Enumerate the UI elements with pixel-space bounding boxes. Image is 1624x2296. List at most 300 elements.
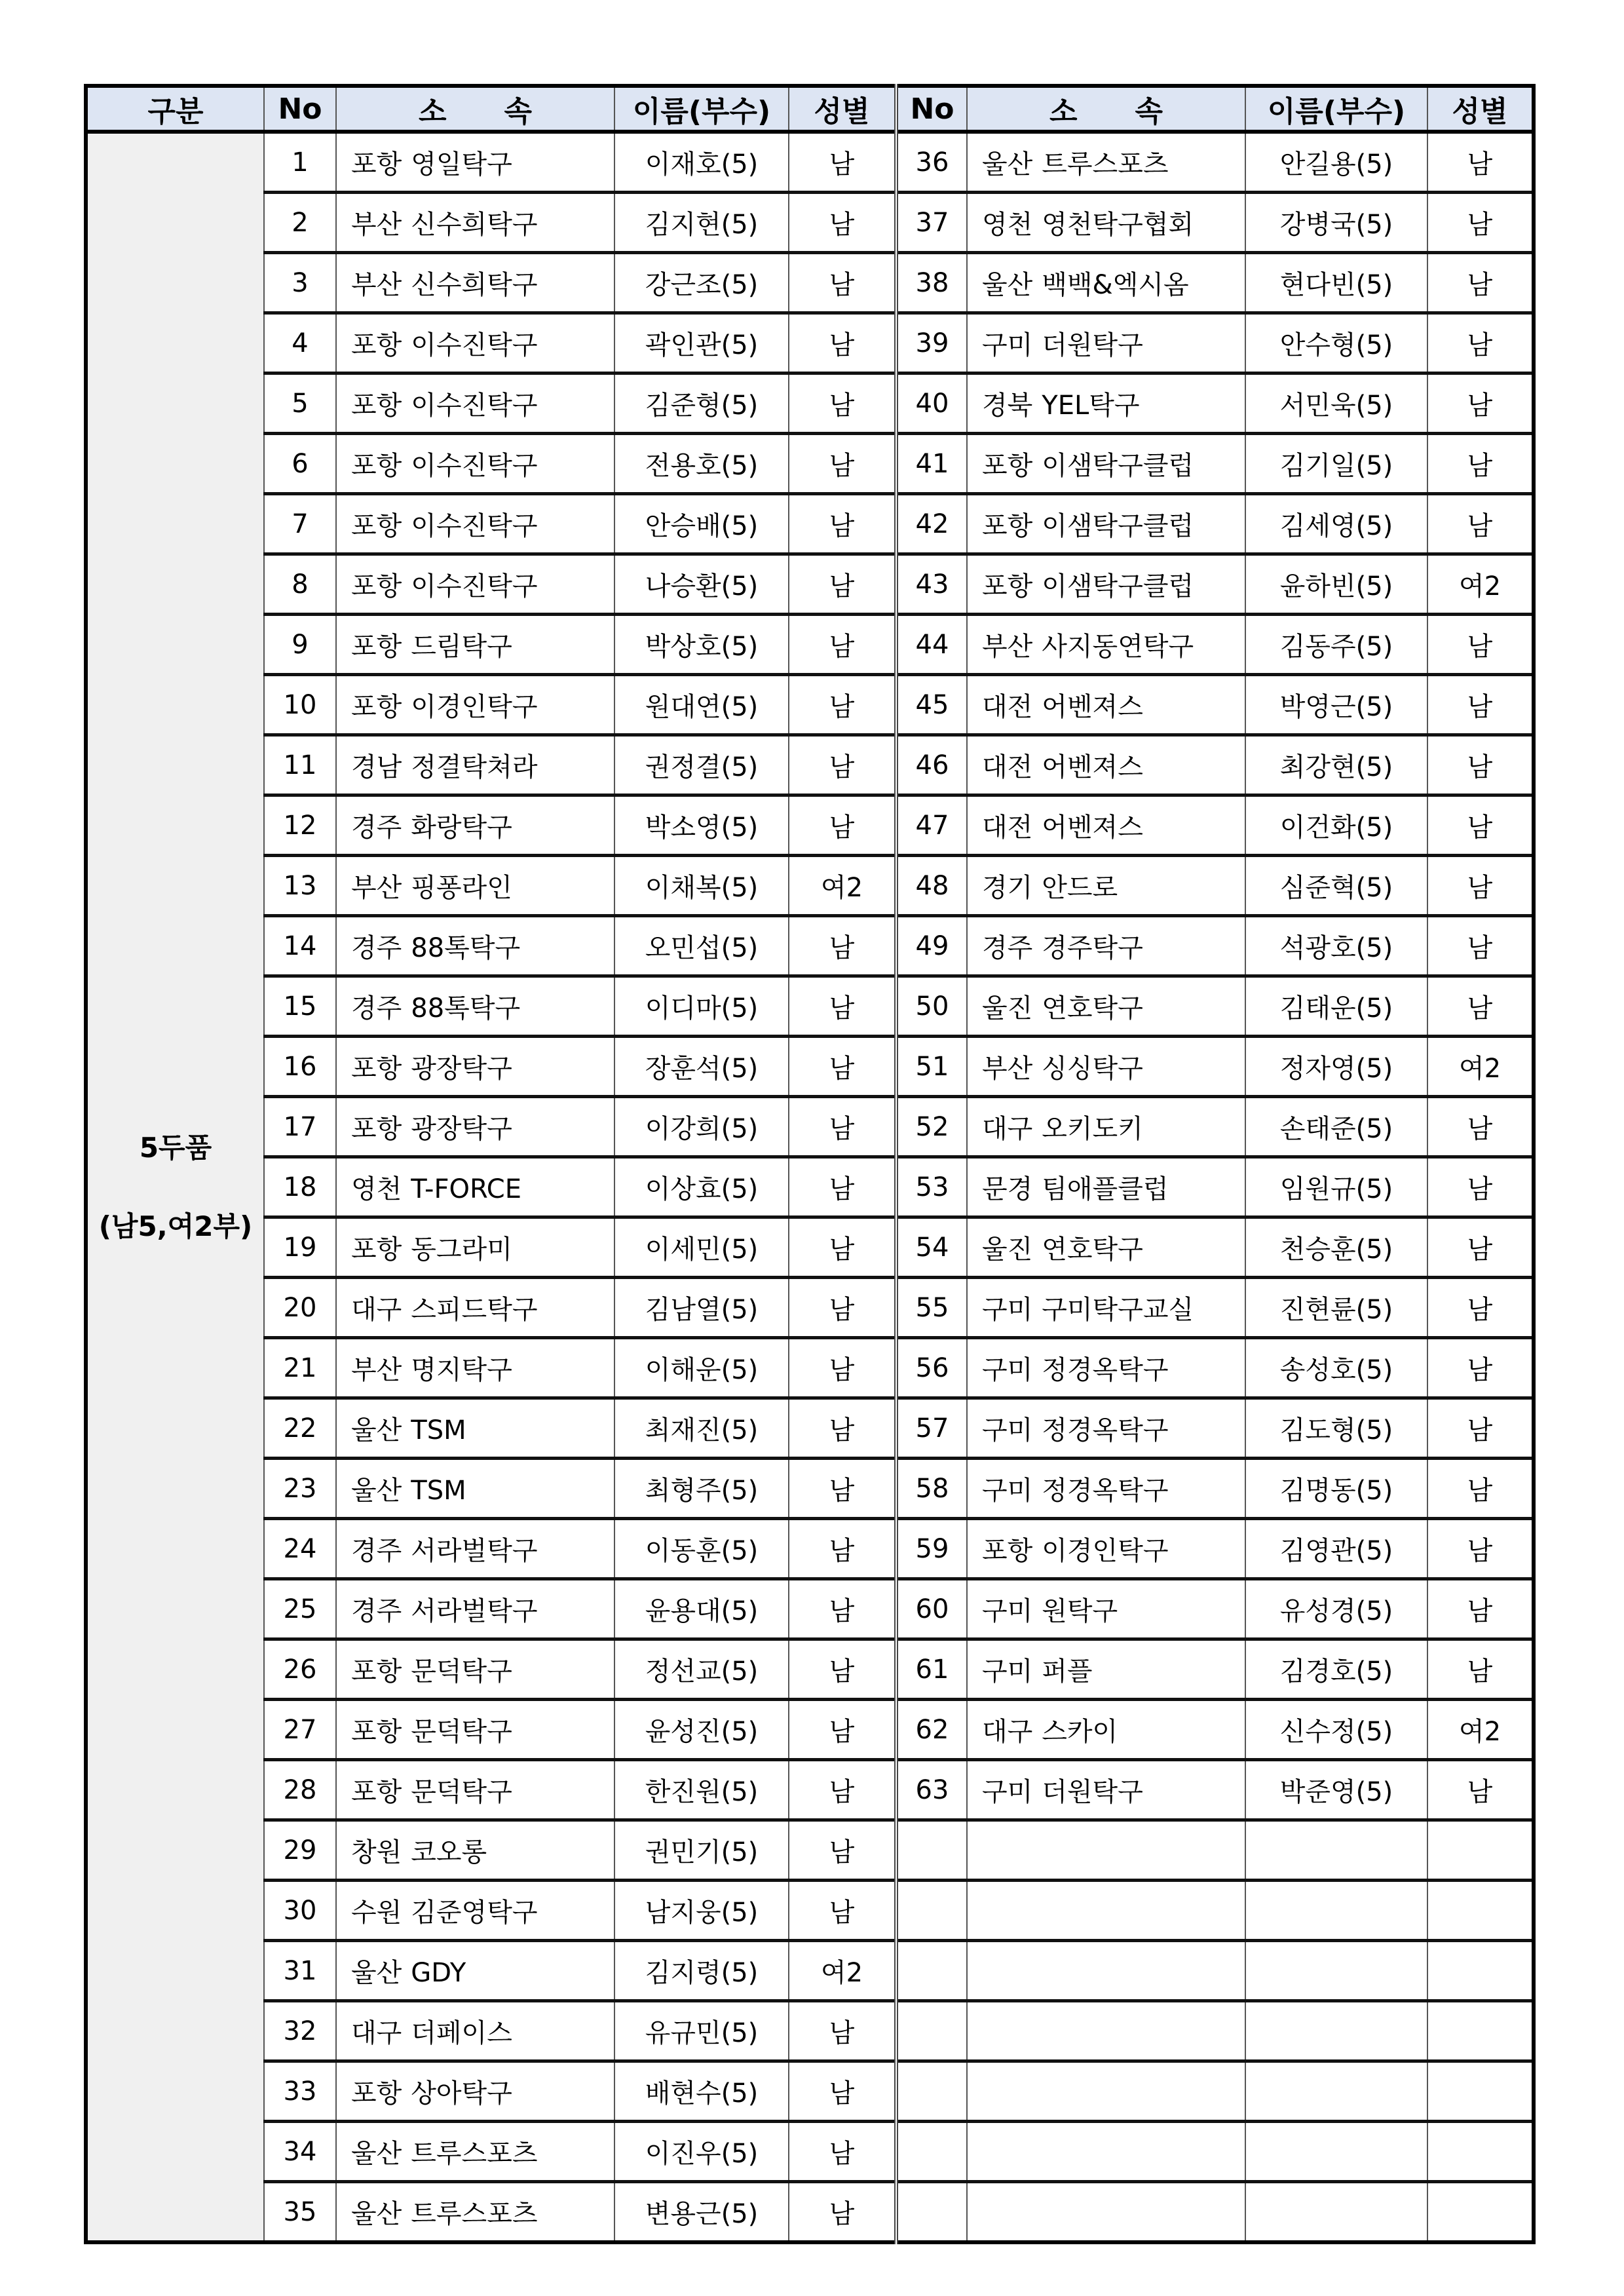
entry-no: 11	[264, 735, 336, 795]
entry-club-name-right: 정경옥탁구	[1042, 1476, 1169, 1506]
entry-gender-right: 남	[1427, 1157, 1534, 1217]
entry-name: 이세민(5)	[614, 1217, 789, 1278]
entry-club-right	[967, 916, 1245, 976]
entry-name-right: 김세영(5)	[1245, 494, 1427, 554]
entry-name-right: 손태준(5)	[1245, 1097, 1427, 1157]
entry-club-right	[967, 1941, 1245, 2001]
entry-region-right: 구미	[982, 1656, 1033, 1687]
entry-club-name-right: 어벤져스	[1042, 813, 1143, 843]
entry-region-right: 부산	[982, 632, 1033, 662]
entry-gender-right: 남	[1427, 1278, 1534, 1338]
entry-name-right: 서민욱(5)	[1245, 373, 1427, 434]
entry-club	[336, 1820, 614, 1881]
entry-no: 2	[264, 193, 336, 253]
entry-name: 정선교(5)	[614, 1639, 789, 1700]
table-row	[86, 735, 1534, 795]
header-gender-right: 성별	[1427, 86, 1534, 132]
entry-name-right: 진현륜(5)	[1245, 1278, 1427, 1338]
table-row	[86, 132, 1534, 193]
entry-gender-right: 남	[1427, 1217, 1534, 1278]
entry-club	[336, 856, 614, 916]
entry-club-name: 이수진탁구	[411, 391, 538, 421]
entry-club-right	[967, 373, 1245, 434]
category-cell	[86, 132, 264, 2242]
header-club: 소 속	[336, 86, 614, 132]
entry-region-right: 울산	[982, 149, 1033, 180]
table-row	[86, 1700, 1534, 1760]
entry-gender: 남	[789, 1398, 896, 1459]
entry-gender: 남	[789, 1097, 896, 1157]
entry-no: 17	[264, 1097, 336, 1157]
entry-name: 한진원(5)	[614, 1760, 789, 1820]
entry-name-right: 강병국(5)	[1245, 193, 1427, 253]
entry-gender-right: 남	[1427, 1639, 1534, 1700]
table-row	[86, 916, 1534, 976]
entry-region-right: 대전	[982, 692, 1033, 722]
table-row	[86, 2182, 1534, 2243]
entry-gender-right: 남	[1427, 373, 1534, 434]
entry-name: 박소영(5)	[614, 795, 789, 856]
entry-gender: 남	[789, 675, 896, 735]
entry-name-right: 박영근(5)	[1245, 675, 1427, 735]
entry-gender-right: 남	[1427, 1459, 1534, 1519]
entry-no: 31	[264, 1941, 336, 2001]
entry-no-right	[896, 1881, 967, 1941]
entry-no: 20	[264, 1278, 336, 1338]
entry-club	[336, 2122, 614, 2182]
entry-gender-right: 남	[1427, 253, 1534, 313]
entry-name-right: 정자영(5)	[1245, 1037, 1427, 1097]
entry-gender-right: 남	[1427, 193, 1534, 253]
entry-name-right: 유성경(5)	[1245, 1579, 1427, 1639]
entry-club	[336, 976, 614, 1037]
entry-name: 김지현(5)	[614, 193, 789, 253]
entry-gender-right	[1427, 1941, 1534, 2001]
entry-name: 오민섭(5)	[614, 916, 789, 976]
entry-gender-right: 여2	[1427, 1700, 1534, 1760]
entry-no-right: 55	[896, 1278, 967, 1338]
entry-club-right	[967, 1097, 1245, 1157]
entry-club	[336, 1760, 614, 1820]
entry-club-name: TSM	[411, 1476, 466, 1506]
entry-gender: 남	[789, 615, 896, 675]
entry-name: 최재진(5)	[614, 1398, 789, 1459]
entry-region: 경주	[351, 993, 402, 1024]
table-row	[86, 253, 1534, 313]
entry-gender: 남	[789, 2001, 896, 2061]
entry-club-right	[967, 1519, 1245, 1579]
category-title: 5두품	[139, 1131, 212, 1164]
entry-no-right: 46	[896, 735, 967, 795]
entry-gender: 남	[789, 554, 896, 615]
entry-no-right: 44	[896, 615, 967, 675]
entry-club	[336, 1097, 614, 1157]
entry-club-name: T-FORCE	[411, 1174, 521, 1204]
entry-club-right	[967, 2061, 1245, 2122]
entry-gender: 남	[789, 1459, 896, 1519]
entry-name: 박상호(5)	[614, 615, 789, 675]
entry-name: 이동훈(5)	[614, 1519, 789, 1579]
entry-name-right: 김동주(5)	[1245, 615, 1427, 675]
table-row	[86, 1037, 1534, 1097]
table-row	[86, 1760, 1534, 1820]
entry-name-right: 김태운(5)	[1245, 976, 1427, 1037]
entry-no: 1	[264, 132, 336, 193]
entry-club-name-right: YEL탁구	[1042, 391, 1140, 421]
entry-gender: 남	[789, 2122, 896, 2182]
entry-no: 23	[264, 1459, 336, 1519]
entry-club	[336, 2001, 614, 2061]
entry-club	[336, 1217, 614, 1278]
entry-club-right	[967, 1579, 1245, 1639]
entry-club-name: 이수진탁구	[411, 330, 538, 360]
entry-region-right: 대전	[982, 813, 1033, 843]
table-row	[86, 193, 1534, 253]
entry-no: 19	[264, 1217, 336, 1278]
entry-no-right: 49	[896, 916, 967, 976]
entry-region: 창원	[351, 1837, 402, 1867]
header-no-right: No	[896, 86, 967, 132]
entry-region-right: 구미	[982, 1777, 1033, 1807]
entry-region: 포항	[351, 1234, 402, 1265]
entry-no-right: 51	[896, 1037, 967, 1097]
entry-club-right	[967, 554, 1245, 615]
entry-club-name-right: 안드로	[1042, 873, 1118, 903]
entry-gender-right: 여2	[1427, 554, 1534, 615]
entry-no: 5	[264, 373, 336, 434]
entry-name: 김지령(5)	[614, 1941, 789, 2001]
entry-no: 16	[264, 1037, 336, 1097]
entry-region: 포항	[351, 1054, 402, 1084]
entry-no: 28	[264, 1760, 336, 1820]
entry-club	[336, 554, 614, 615]
entry-region-right: 구미	[982, 1415, 1033, 1445]
entry-name: 이재호(5)	[614, 132, 789, 193]
entry-no-right: 53	[896, 1157, 967, 1217]
entry-region: 경주	[351, 1596, 402, 1626]
entry-no: 15	[264, 976, 336, 1037]
entry-gender: 남	[789, 795, 896, 856]
entry-gender-right	[1427, 2061, 1534, 2122]
entry-region-right: 경북	[982, 391, 1033, 421]
entry-region-right: 구미	[982, 1476, 1033, 1506]
entry-club-right	[967, 856, 1245, 916]
entry-name-right	[1245, 2122, 1427, 2182]
entry-no-right: 63	[896, 1760, 967, 1820]
entry-gender-right: 남	[1427, 976, 1534, 1037]
entry-club-name: 이수진탁구	[411, 571, 538, 602]
table-row	[86, 1579, 1534, 1639]
entry-club-name-right: 구미탁구교실	[1042, 1295, 1194, 1325]
participant-table	[84, 84, 1536, 2244]
entry-no: 14	[264, 916, 336, 976]
entry-region: 울산	[351, 2139, 402, 2169]
entry-name-right: 안길용(5)	[1245, 132, 1427, 193]
table-row	[86, 795, 1534, 856]
entry-no-right	[896, 2001, 967, 2061]
entry-club-name-right: 어벤져스	[1042, 752, 1143, 782]
entry-region: 포항	[351, 632, 402, 662]
entry-club-name: 트루스포츠	[411, 2139, 538, 2169]
entry-name-right: 윤하빈(5)	[1245, 554, 1427, 615]
entry-region: 포항	[351, 1656, 402, 1687]
entry-gender-right	[1427, 2122, 1534, 2182]
entry-no: 30	[264, 1881, 336, 1941]
entry-region-right: 문경	[982, 1174, 1033, 1204]
entry-name-right: 임원규(5)	[1245, 1157, 1427, 1217]
entry-club-name-right: 싱싱탁구	[1042, 1054, 1143, 1084]
entry-club-name-right: 연호탁구	[1042, 993, 1143, 1024]
entry-club-name-right: 백백&엑시옴	[1042, 270, 1189, 300]
entry-gender-right: 남	[1427, 1398, 1534, 1459]
entry-region-right: 영천	[982, 210, 1033, 240]
entry-club	[336, 795, 614, 856]
entry-club	[336, 1881, 614, 1941]
header-gender: 성별	[789, 86, 896, 132]
entry-gender: 남	[789, 2061, 896, 2122]
category-subtitle: (남5,여2부)	[98, 1210, 253, 1242]
entry-region-right: 포항	[982, 451, 1033, 481]
table-row	[86, 2061, 1534, 2122]
entry-no: 24	[264, 1519, 336, 1579]
entry-club-name: 문덕탁구	[411, 1777, 512, 1807]
entry-gender-right: 남	[1427, 615, 1534, 675]
entry-club-name-right: 오키도키	[1042, 1114, 1143, 1144]
entry-region-right: 구미	[982, 330, 1033, 360]
entry-name-right: 석광호(5)	[1245, 916, 1427, 976]
entry-club-name: 신수희탁구	[411, 210, 538, 240]
entry-name-right: 김경호(5)	[1245, 1639, 1427, 1700]
entry-no: 25	[264, 1579, 336, 1639]
table-row	[86, 1398, 1534, 1459]
entry-region-right: 울산	[982, 270, 1033, 300]
entry-name: 이진우(5)	[614, 2122, 789, 2182]
entry-no: 21	[264, 1338, 336, 1398]
entry-no-right: 58	[896, 1459, 967, 1519]
entry-club-name-right: 더원탁구	[1042, 330, 1143, 360]
entry-no-right: 61	[896, 1639, 967, 1700]
entry-gender: 여2	[789, 1941, 896, 2001]
entry-gender-right: 남	[1427, 1760, 1534, 1820]
entry-region-right: 울진	[982, 993, 1033, 1024]
entry-club-right	[967, 132, 1245, 193]
entry-name-right: 박준영(5)	[1245, 1760, 1427, 1820]
entry-region: 포항	[351, 451, 402, 481]
entry-club-name: 88톡탁구	[411, 933, 521, 963]
entry-club-name: 광장탁구	[411, 1054, 512, 1084]
entry-club-name: 코오롱	[411, 1837, 487, 1867]
entry-name-right: 이건화(5)	[1245, 795, 1427, 856]
entry-club-name: 스피드탁구	[411, 1295, 538, 1325]
entry-club-name: 서라벌탁구	[411, 1536, 538, 1566]
entry-name: 장훈석(5)	[614, 1037, 789, 1097]
entry-region: 울산	[351, 1415, 402, 1445]
entry-gender-right	[1427, 2182, 1534, 2243]
entry-club-name: 광장탁구	[411, 1114, 512, 1144]
entry-club-name: 이수진탁구	[411, 511, 538, 541]
entry-region-right: 경주	[982, 933, 1033, 963]
entry-no-right: 38	[896, 253, 967, 313]
table-row	[86, 675, 1534, 735]
table-row	[86, 856, 1534, 916]
entry-name: 이디마(5)	[614, 976, 789, 1037]
entry-club-right	[967, 1760, 1245, 1820]
entry-no-right	[896, 2061, 967, 2122]
entry-club-name: 드림탁구	[411, 632, 512, 662]
entry-club-right	[967, 1037, 1245, 1097]
entry-club-name-right: 이샘탁구클럽	[1042, 571, 1194, 602]
entry-name-right	[1245, 1820, 1427, 1881]
entry-no-right: 52	[896, 1097, 967, 1157]
entry-club	[336, 313, 614, 373]
entry-region-right: 구미	[982, 1295, 1033, 1325]
entry-region: 대구	[351, 1295, 402, 1325]
entry-club	[336, 1579, 614, 1639]
entry-club-right	[967, 615, 1245, 675]
entry-no: 33	[264, 2061, 336, 2122]
entry-region-right: 대구	[982, 1717, 1033, 1747]
entry-gender-right: 남	[1427, 434, 1534, 494]
entry-region: 경주	[351, 933, 402, 963]
table-row	[86, 1519, 1534, 1579]
entry-gender-right: 남	[1427, 916, 1534, 976]
entry-club	[336, 1157, 614, 1217]
entry-club-name-right: 정경옥탁구	[1042, 1355, 1169, 1385]
entry-region: 포항	[351, 391, 402, 421]
entry-no: 8	[264, 554, 336, 615]
entry-club-right	[967, 434, 1245, 494]
entry-club-right	[967, 1820, 1245, 1881]
entry-gender: 남	[789, 494, 896, 554]
entry-gender: 남	[789, 1157, 896, 1217]
entry-region: 포항	[351, 511, 402, 541]
table-row	[86, 1881, 1534, 1941]
entry-gender: 남	[789, 1278, 896, 1338]
entry-gender-right	[1427, 2001, 1534, 2061]
entry-club	[336, 253, 614, 313]
entry-club-name-right: 이경인탁구	[1042, 1536, 1169, 1566]
entry-name: 윤성진(5)	[614, 1700, 789, 1760]
entry-region: 부산	[351, 1355, 402, 1385]
entry-region-right: 포항	[982, 1536, 1033, 1566]
entry-club-name: 트루스포츠	[411, 2199, 538, 2229]
entry-club-name-right: 원탁구	[1042, 1596, 1118, 1626]
entry-club-name: 영일탁구	[411, 149, 512, 180]
entry-club-right	[967, 1639, 1245, 1700]
entry-no: 29	[264, 1820, 336, 1881]
entry-gender-right: 남	[1427, 1579, 1534, 1639]
entry-name: 윤용대(5)	[614, 1579, 789, 1639]
entry-gender: 남	[789, 2182, 896, 2243]
entry-name-right: 김영관(5)	[1245, 1519, 1427, 1579]
entry-region: 포항	[351, 2078, 402, 2109]
entry-club-name-right: 영천탁구협회	[1042, 210, 1194, 240]
entry-no-right	[896, 2182, 967, 2243]
entry-gender: 남	[789, 916, 896, 976]
header-club-right: 소 속	[967, 86, 1245, 132]
entry-gender-right: 남	[1427, 1519, 1534, 1579]
entry-gender: 남	[789, 253, 896, 313]
entry-club	[336, 1278, 614, 1338]
table-row	[86, 1459, 1534, 1519]
table-row	[86, 2001, 1534, 2061]
entry-region: 수원	[351, 1898, 402, 1928]
entry-name: 최형주(5)	[614, 1459, 789, 1519]
entry-gender-right: 남	[1427, 132, 1534, 193]
entry-club-name: 동그라미	[411, 1234, 512, 1265]
entry-gender: 남	[789, 1700, 896, 1760]
entry-gender-right	[1427, 1881, 1534, 1941]
entry-region: 경남	[351, 752, 402, 782]
entry-gender-right: 남	[1427, 1338, 1534, 1398]
table-row	[86, 1941, 1534, 2001]
entry-club-right	[967, 1459, 1245, 1519]
entry-gender: 남	[789, 1881, 896, 1941]
table-row	[86, 1097, 1534, 1157]
entry-name: 남지웅(5)	[614, 1881, 789, 1941]
header-no: No	[264, 86, 336, 132]
table-row	[86, 554, 1534, 615]
entry-no: 18	[264, 1157, 336, 1217]
entry-no-right: 41	[896, 434, 967, 494]
entry-club-name: 88톡탁구	[411, 993, 521, 1024]
entry-no-right: 62	[896, 1700, 967, 1760]
entry-club	[336, 434, 614, 494]
entry-club-right	[967, 253, 1245, 313]
entry-club	[336, 193, 614, 253]
entry-gender-right: 남	[1427, 795, 1534, 856]
table-row	[86, 494, 1534, 554]
entry-name: 김준형(5)	[614, 373, 789, 434]
table-row	[86, 2122, 1534, 2182]
entry-name-right	[1245, 2182, 1427, 2243]
table-row	[86, 373, 1534, 434]
entry-name: 권민기(5)	[614, 1820, 789, 1881]
entry-no-right: 47	[896, 795, 967, 856]
table-row	[86, 434, 1534, 494]
entry-club	[336, 615, 614, 675]
entry-club-name: TSM	[411, 1415, 466, 1445]
header-name: 이름(부수)	[614, 86, 789, 132]
entry-no-right: 45	[896, 675, 967, 735]
entry-region: 부산	[351, 210, 402, 240]
entry-no-right: 43	[896, 554, 967, 615]
entry-no-right: 60	[896, 1579, 967, 1639]
entry-club-name: 더페이스	[411, 2018, 512, 2048]
entry-club-name-right: 경주탁구	[1042, 933, 1143, 963]
entry-gender-right: 남	[1427, 313, 1534, 373]
entry-no: 6	[264, 434, 336, 494]
entry-club-name-right: 연호탁구	[1042, 1234, 1143, 1265]
entry-no: 10	[264, 675, 336, 735]
table-row	[86, 313, 1534, 373]
table-row	[86, 1820, 1534, 1881]
entry-club-name: 이경인탁구	[411, 692, 538, 722]
entry-no-right	[896, 2122, 967, 2182]
entry-club	[336, 735, 614, 795]
header-category: 구분	[86, 86, 264, 132]
entry-name-right: 김명동(5)	[1245, 1459, 1427, 1519]
entry-gender: 남	[789, 1037, 896, 1097]
entry-gender: 여2	[789, 856, 896, 916]
entry-gender: 남	[789, 434, 896, 494]
entry-club-right	[967, 1217, 1245, 1278]
entry-gender: 남	[789, 1820, 896, 1881]
entry-club	[336, 373, 614, 434]
entry-name: 김남열(5)	[614, 1278, 789, 1338]
entry-no: 27	[264, 1700, 336, 1760]
entry-name: 변용근(5)	[614, 2182, 789, 2243]
